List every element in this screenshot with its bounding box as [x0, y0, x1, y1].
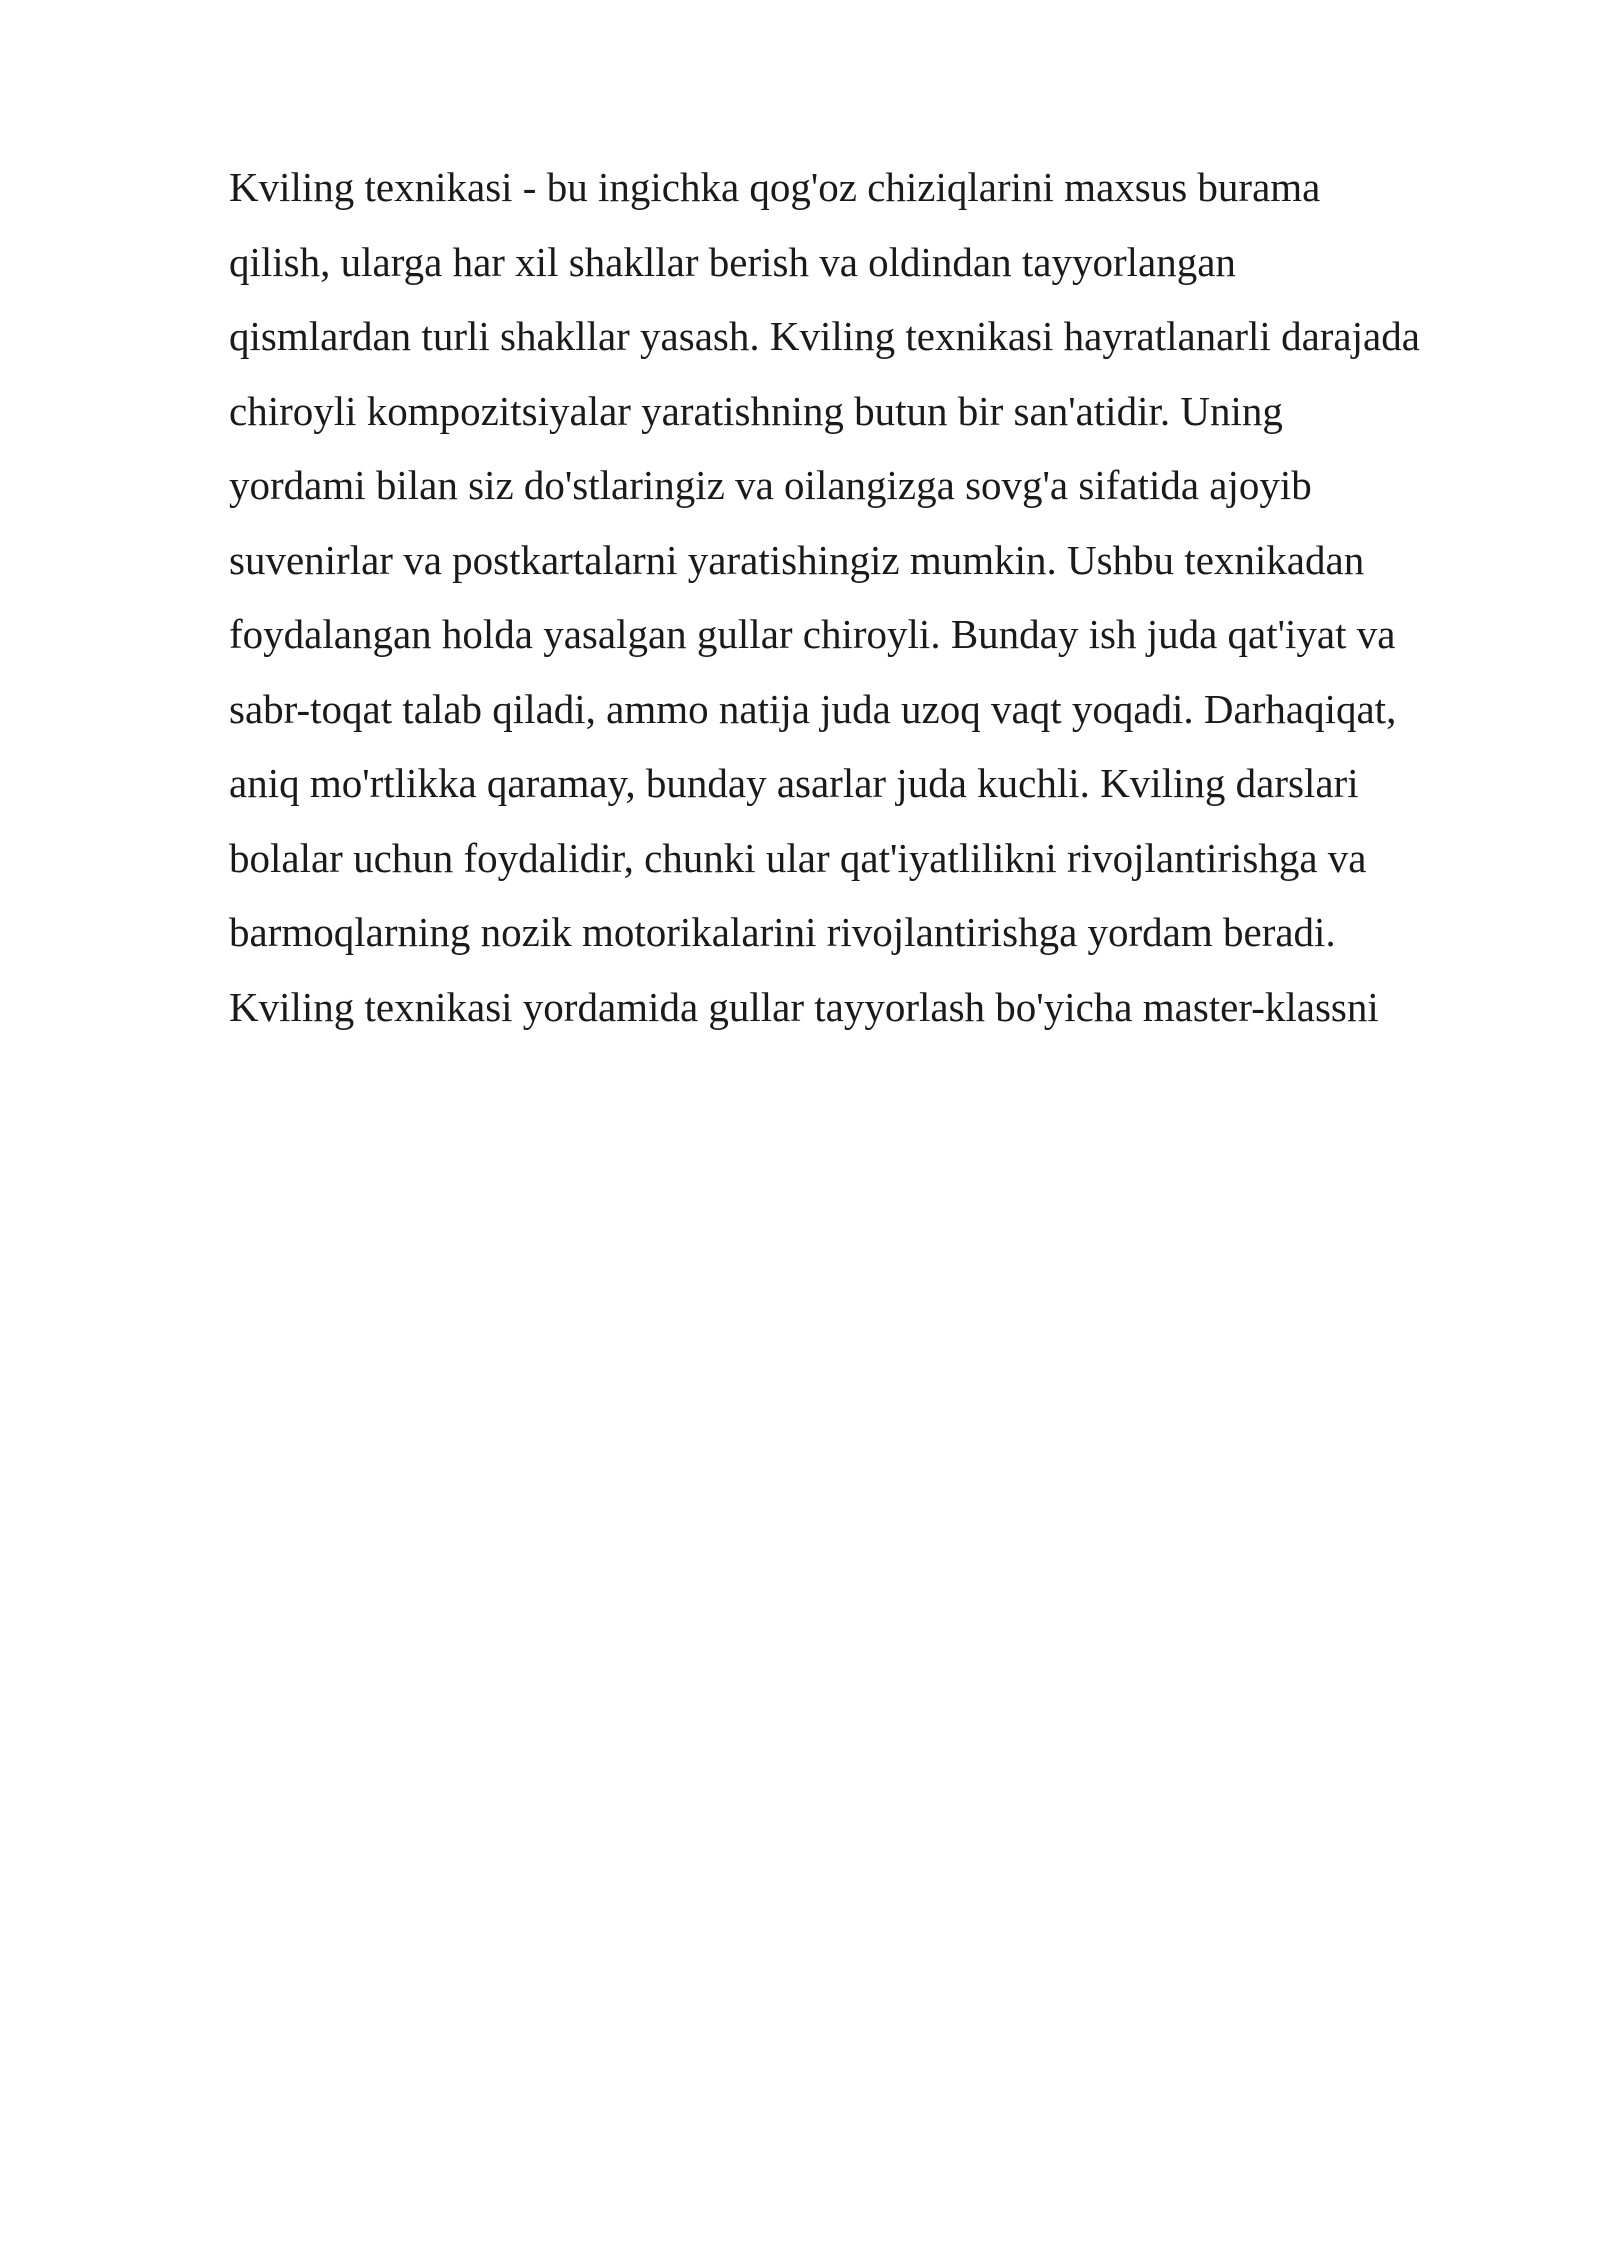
paragraph-line: suvenirlar va postkartalarni yaratishingiz mumkin. Ushbu texnikadan	[229, 536, 1365, 583]
paragraph-line: Kviling texnikasi yordamida gullar tayyorlash bo'yicha master-klassni	[229, 983, 1379, 1030]
paragraph-line: sabr-toqat talab qiladi, ammo natija juda uzoq vaqt yoqadi. Darhaqiqat,	[229, 685, 1397, 732]
paragraph-line: Kviling texnikasi - bu ingichka qog'oz chiziqlarini maxsus burama	[229, 164, 1321, 210]
paragraph-line: qilish, ularga har xil shakllar berish va oldindan tayyorlangan	[229, 238, 1236, 285]
paragraph-line: barmoqlarning nozik motorikalarini rivojlantirishga yordam beradi.	[229, 909, 1336, 955]
paragraph-line: qismlardan turli shakllar yasash. Kviling texnikasi hayratlanarli darajada	[229, 313, 1420, 359]
paragraph-line: chiroyli kompozitsiyalar yaratishning butun bir san'atidir. Uning	[229, 387, 1283, 434]
body-paragraph	[229, 150, 1529, 1044]
paragraph-line: bolalar uchun foydalidir, chunki ular qat'iyatlilikni rivojlantirishga va	[229, 834, 1367, 881]
paragraph-line: aniq mo'rtlikka qaramay, bunday asarlar juda kuchli. Kviling darslari	[229, 760, 1359, 806]
paragraph-line: yordami bilan siz do'stlaringiz va oilangizga sovg'a sifatida ajoyib	[229, 462, 1312, 508]
paragraph-line: foydalangan holda yasalgan gullar chiroyli. Bunday ish juda qat'iyat va	[229, 611, 1396, 657]
